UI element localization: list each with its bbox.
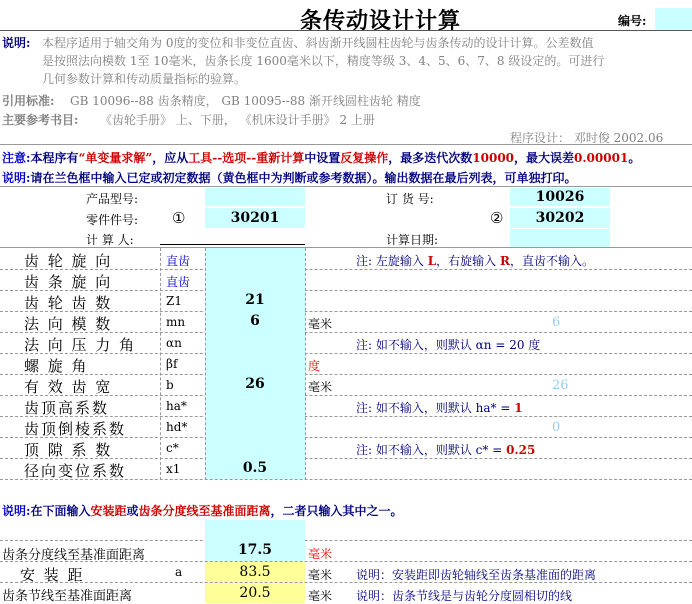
param-note: 注: 左旋输入 L，右旋输入 R，直齿不输入。	[356, 254, 594, 268]
notice-segment: 本程序有	[30, 151, 79, 165]
standards-text: GB 10096--88 齿条精度， GB 10095--88 渐开线圆柱齿轮 精度	[70, 94, 421, 108]
param-input[interactable]: 0.5	[242, 460, 268, 476]
param-input[interactable]: 6	[250, 313, 260, 329]
param-input-cell[interactable]	[205, 353, 305, 374]
part2-input[interactable]: 30202	[535, 210, 585, 226]
notice-segment: 齿条分度线至基准面距离	[138, 504, 271, 518]
install-distance-unit: 毫米	[308, 568, 333, 582]
references-text: 《齿轮手册》 上、下册， 《机床设计手册》 2 上册	[100, 113, 375, 127]
calc-date-input[interactable]	[510, 229, 610, 247]
install-distance-symbol: a	[175, 565, 183, 579]
notice-segment: 工具--选项--重新计算	[188, 151, 305, 165]
pitch-distance-input[interactable]: 17.5	[237, 542, 273, 558]
param-input[interactable]: 21	[245, 292, 265, 308]
param-input-cell[interactable]	[205, 416, 305, 437]
param-label: 螺 旋 角	[24, 357, 89, 375]
notice-segment: ，二者只输入其中之一。	[270, 504, 403, 518]
param-symbol: 直齿	[166, 275, 191, 289]
param-label: 齿顶倒棱系数	[24, 420, 127, 438]
notice-segment: ，最大误差	[514, 151, 575, 165]
param-label: 有 效 齿 宽	[24, 378, 113, 396]
param-input[interactable]: 26	[245, 376, 265, 392]
calc-date-label: 计算日期:	[386, 233, 439, 247]
param-unit: 度	[308, 359, 321, 373]
param-label: 法 向 模 数	[24, 315, 113, 333]
param-symbol: αn	[166, 336, 182, 350]
node-distance-note: 说明：齿条节线是与齿轮分度圆相切的线	[356, 589, 573, 603]
install-distance-label: 安 装 距	[20, 566, 85, 584]
param-symbol: mn	[166, 315, 186, 329]
page-title: 条传动设计计算	[300, 8, 462, 34]
distance-notice-line	[2, 502, 403, 519]
param-label: 径向变位系数	[24, 462, 127, 480]
notice-segment: 。	[628, 151, 641, 165]
param-input-cell[interactable]	[205, 395, 305, 416]
author-credit: 程序设计： 邓时俊 2002.06	[510, 131, 664, 145]
param-symbol: 直齿	[166, 254, 191, 268]
param-label: 顶 隙 系 数	[24, 441, 113, 459]
notice-segment: 中设置	[304, 151, 341, 165]
param-reference: 6	[552, 315, 561, 330]
circle-one: ①	[172, 209, 186, 227]
notice-segment: 在下面输入	[30, 504, 91, 518]
description-label: 说明:	[2, 36, 31, 50]
param-input-cell[interactable]	[205, 248, 305, 269]
install-distance-note: 说明：安装距即齿轮轴线至齿条基准面的距离	[356, 568, 597, 582]
order-no-label: 订 货 号:	[386, 192, 434, 206]
param-label: 齿 轮 齿 数	[24, 294, 113, 312]
param-label: 齿顶高系数	[24, 399, 110, 417]
number-label: 编号:	[618, 14, 647, 28]
param-note: 注: 如不输入，则默认 ha* = 1	[356, 401, 523, 415]
notice-segment: 安装距	[90, 504, 127, 518]
instructions-text: 请在兰色框中输入已定或初定数据（黄色框中为判断或参考数据）。输出数据在最后列表，可单独打印。	[30, 171, 577, 185]
notice-label: 注意:	[2, 151, 31, 165]
param-label: 法 向 压 力 角	[24, 336, 137, 354]
notice-line	[2, 149, 640, 166]
part-no-label: 零件件号:	[86, 213, 139, 227]
param-symbol: βf	[166, 357, 178, 371]
part1-input[interactable]: 30201	[230, 210, 280, 226]
notice-segment: ，应从	[152, 151, 189, 165]
param-note: 注: 如不输入，则默认 αn = 20 度	[356, 338, 541, 352]
param-reference: 0	[552, 420, 561, 435]
distance-notice-label: 说明:	[2, 504, 31, 518]
notice-segment: 或	[126, 504, 139, 518]
param-symbol: Z1	[166, 294, 182, 308]
param-symbol: hd*	[166, 420, 188, 434]
param-symbol: x1	[166, 462, 181, 476]
param-symbol: b	[166, 378, 174, 392]
standards-label: 引用标准:	[2, 94, 55, 108]
param-unit: 毫米	[308, 380, 333, 394]
install-distance-value: 83.5	[239, 564, 271, 580]
order-no-input[interactable]: 10026	[535, 189, 585, 205]
param-reference: 26	[552, 378, 569, 393]
notice-segment: ，最多迭代次数	[388, 151, 473, 165]
node-distance-unit: 毫米	[308, 589, 333, 603]
node-distance-value: 20.5	[239, 585, 271, 601]
references-label: 主要参考书目:	[2, 113, 79, 127]
product-model-label: 产品型号:	[86, 192, 139, 206]
param-unit: 毫米	[308, 317, 333, 331]
description-line-2: 是按照法向模数 1至 10毫米，齿条长度 1600毫米以下，精度等级 3、4、5、6、7、8 级设定的。可进行	[42, 54, 605, 68]
param-symbol: ha*	[166, 399, 187, 413]
circle-two: ②	[490, 209, 504, 227]
node-distance-label: 齿条节线至基准面距离	[2, 589, 133, 604]
param-symbol: c*	[166, 441, 179, 455]
instructions-label: 说明:	[2, 171, 31, 185]
notice-segment: “单变量求解”	[78, 151, 153, 165]
notice-segment: 0.00001	[574, 151, 629, 165]
instructions-line	[2, 169, 576, 186]
pitch-distance-label: 齿条分度线至基准面距离	[2, 548, 146, 563]
number-input[interactable]	[655, 8, 692, 30]
description-line-3: 几何参数计算和传动质量指标的验算。	[42, 72, 247, 86]
param-note: 注: 如不输入，则默认 c* = 0.25	[356, 443, 536, 457]
calculator-label: 计 算 人:	[86, 233, 134, 247]
notice-segment: 反复操作	[340, 151, 389, 165]
pitch-distance-unit: 毫米	[308, 547, 333, 561]
param-input-cell[interactable]	[205, 269, 305, 290]
param-input-cell[interactable]	[205, 332, 305, 353]
param-label: 齿 条 旋 向	[24, 273, 113, 291]
description-line-1: 本程序适用于轴交角为 0度的变位和非变位直齿、斜齿渐开线圆柱齿轮与齿条传动的设计计算。公差数值	[42, 36, 594, 50]
notice-segment: 10000	[472, 151, 515, 165]
param-label: 齿 轮 旋 向	[24, 252, 113, 270]
product-model-input[interactable]	[205, 188, 305, 206]
param-input-cell[interactable]	[205, 437, 305, 458]
